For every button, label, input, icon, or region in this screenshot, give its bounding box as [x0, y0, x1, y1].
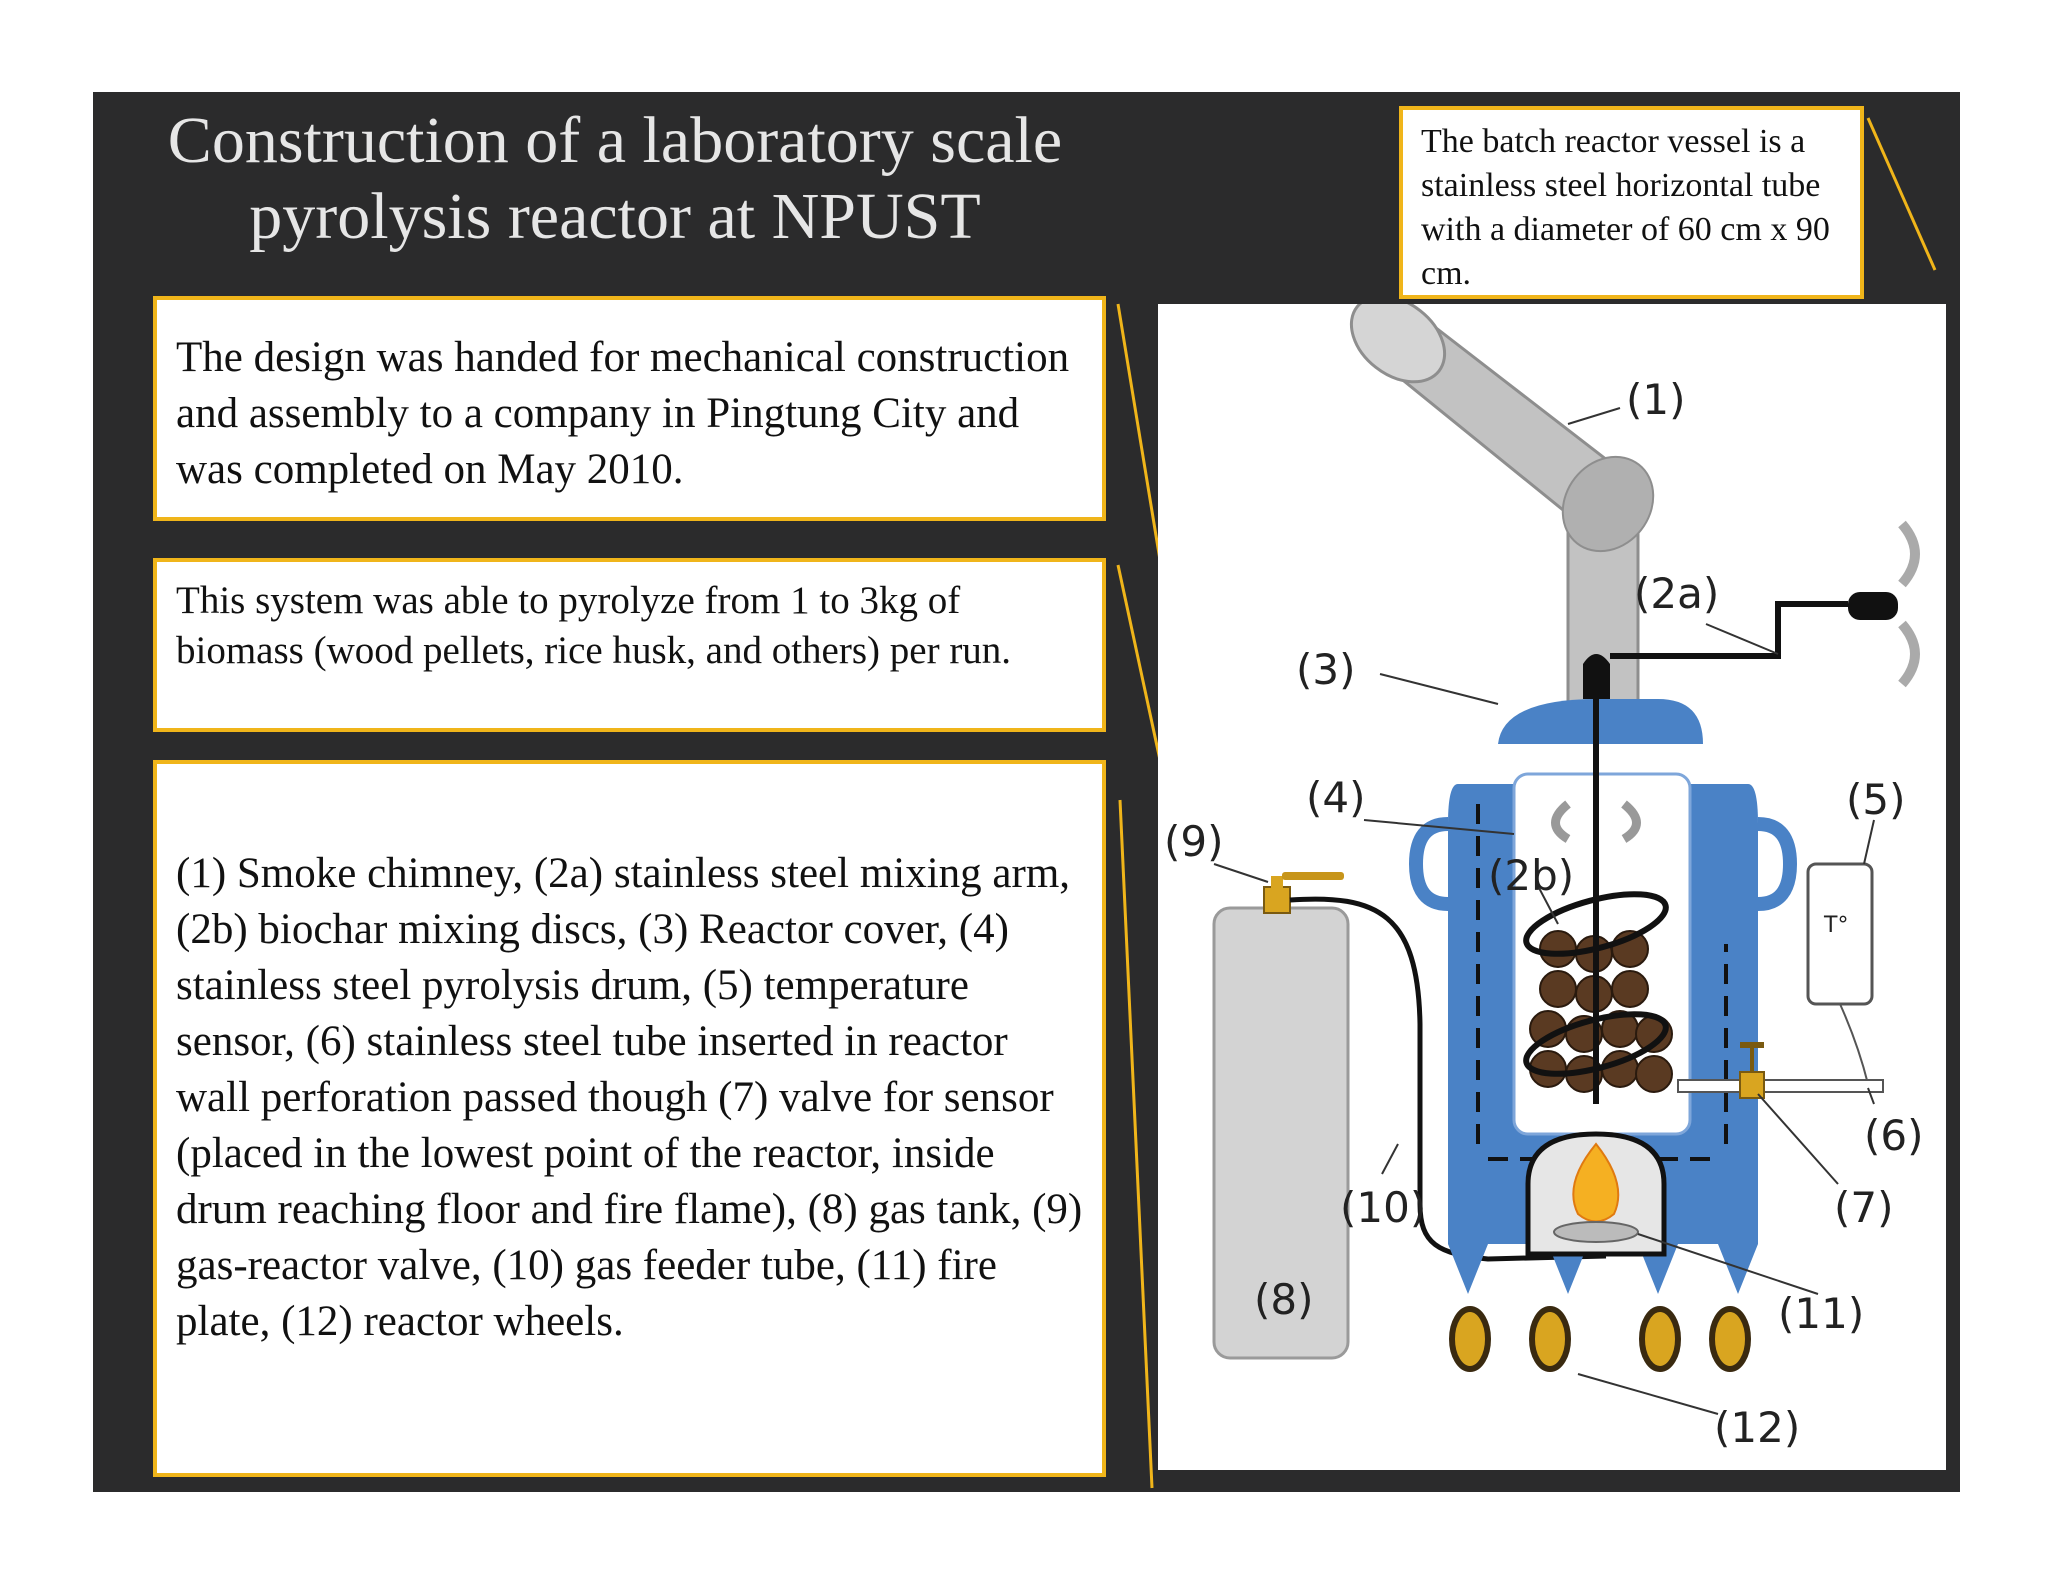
label-sensor-symbol: T°: [1824, 913, 1849, 938]
title-line-1: Construction of a laboratory scale: [167, 104, 1063, 177]
label-pyrolysis-drum: (4): [1306, 773, 1366, 822]
label-sensor-valve: (7): [1834, 1183, 1894, 1232]
capacity-text: This system was able to pyrolyze from 1 to 3kg of biomass (wood pellets, rice husk, and others) per run.: [176, 579, 1012, 672]
capacity-text-box: [153, 558, 1106, 732]
label-feeder-tube: (10): [1340, 1183, 1427, 1232]
label-temperature-sensor: (5): [1846, 775, 1906, 824]
title-line-2: pyrolysis reactor at NPUST: [249, 180, 981, 253]
design-text: The design was handed for mechanical construction and assembly to a company in Pingtung City and was completed on May 2010.: [176, 334, 1070, 493]
label-sensor-tube: (6): [1864, 1111, 1924, 1160]
vessel-note-text: The batch reactor vessel is a stainless steel horizontal tube with a diameter of 60 cm x 90 cm.: [1421, 123, 1830, 292]
label-chimney: (1): [1626, 375, 1686, 424]
label-fire-plate: (11): [1778, 1289, 1865, 1338]
legend-text: (1) Smoke chimney, (2a) stainless steel mixing arm, (2b) biochar mixing discs, (3) Reactor cover, (4) stainless steel pyrolysis drum, (5) temperature sensor, (6) stainless steel tube inserted in reactor wall perforation passed though (7) valve for sensor (placed in the lowest point of the reactor, inside drum reaching floor and fire flame), (8) gas tank, (9) gas-reactor valve, (10) gas feeder tube, (11) fire plate, (12) reactor wheels.: [176, 850, 1083, 1345]
label-gas-valve: (9): [1164, 817, 1224, 866]
sensor-tube: [1678, 1080, 1883, 1092]
design-text-box: [153, 296, 1106, 521]
label-mixing-discs: (2b): [1488, 851, 1575, 900]
legend-text-box: [153, 760, 1106, 1477]
vessel-note-box: [1399, 106, 1864, 299]
label-gas-tank: (8): [1254, 1275, 1314, 1324]
label-reactor-cover: (3): [1296, 645, 1356, 694]
reactor-diagram: [1158, 304, 1946, 1470]
mixing-arm: [1583, 654, 1610, 699]
fire-plate: [1554, 1222, 1638, 1242]
label-mixing-arm: (2a): [1634, 569, 1720, 618]
slide-title: [125, 103, 1105, 255]
label-wheels: (12): [1714, 1403, 1801, 1452]
